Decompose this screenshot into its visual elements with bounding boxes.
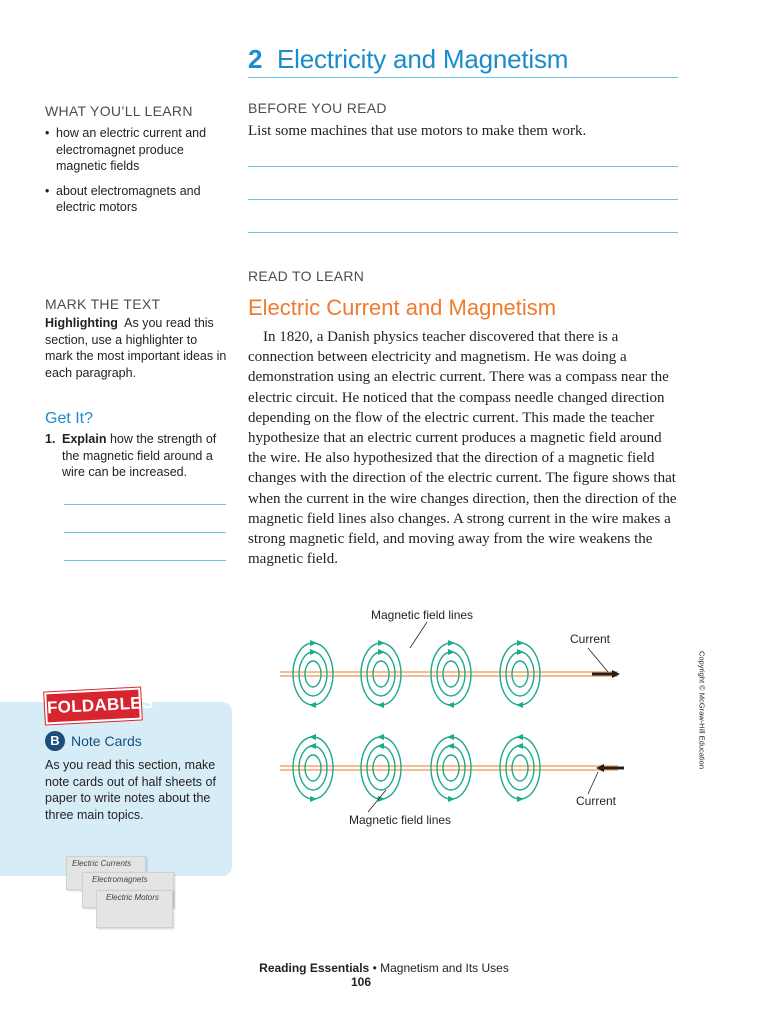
page-number: 106 [350, 975, 372, 989]
field-direction-arrow [309, 743, 316, 749]
field-direction-arrow [310, 796, 317, 802]
body-paragraph: In 1820, a Danish physics teacher discovered that there is a connection between electricity and magnetism. He was doing a demonstration using an electric current. There was a compass near the electric circuit. He noticed that the compass needle changed direction depending on the flow of the electric current. This made the teacher hypothesize that an electric current produces a magnetic field around the wire. He also hypothesized that the direction of a magnetic field changes with the direction of the electric current. The figure shows that when the current in the wire changes direction, then the direction of the magnetic field lines also changes. A strong current in the wire makes a strong magnetic field, and moving away from the wire weakens the magnetic field. [248, 329, 677, 568]
field-line-loop [443, 755, 459, 781]
field-direction-arrow [517, 796, 524, 802]
top-current-label: Current [570, 632, 611, 646]
highlighting-label: Highlighting [45, 316, 118, 330]
note-cards-title: Note Cards [71, 733, 142, 749]
field-line-loop [506, 746, 534, 790]
note-card-label: Electric Currents [72, 859, 132, 868]
field-direction-arrow [516, 702, 523, 708]
foldables-instructions: As you read this section, make note cards out of half sheets of paper to write notes about the three main topics. [45, 758, 216, 822]
field-line-loop [373, 755, 389, 781]
write-line[interactable] [248, 199, 678, 200]
field-line-loop [437, 652, 465, 696]
field-direction-arrow [310, 649, 317, 655]
copyright-text: Copyright © McGraw-Hill Education [697, 650, 707, 770]
field-direction-arrow [378, 649, 385, 655]
field-line-loop [305, 755, 321, 781]
chapter-title: Electricity and Magnetism [277, 44, 569, 74]
field-direction-arrow [309, 734, 316, 740]
field-line-loop [443, 661, 459, 687]
field-line-loop [506, 652, 534, 696]
foldables-badge: B [45, 731, 65, 751]
before-you-read-prompt: List some machines that use motors to make them work. [248, 123, 587, 139]
section-title: Electric Current and Magnetism [248, 295, 557, 320]
read-to-learn-heading: READ TO LEARN [248, 268, 365, 284]
field-direction-arrow [309, 702, 316, 708]
answer-line[interactable] [64, 504, 226, 505]
field-line-loop [367, 746, 395, 790]
leader-line [410, 622, 427, 648]
note-card [96, 890, 173, 928]
chapter-number: 2 [248, 44, 263, 74]
field-direction-arrow [448, 796, 455, 802]
question-1 [45, 431, 227, 481]
question-text: how the strength of the magnetic field around a wire can be increased. [62, 432, 217, 479]
field-direction-arrow [448, 640, 455, 646]
write-line[interactable] [248, 166, 678, 167]
question-number: 1. [45, 432, 56, 446]
field-direction-arrow [447, 702, 454, 708]
field-line-loop [512, 755, 528, 781]
field-direction-arrow [377, 702, 384, 708]
field-direction-arrow [448, 649, 455, 655]
field-direction-arrow [517, 640, 524, 646]
figure-current-arrows [592, 670, 624, 772]
learn-item: • how an electric current and electromagnet produce magnetic fields [45, 125, 225, 175]
note-card-label: Electromagnets [92, 875, 148, 884]
field-direction-arrow [516, 743, 523, 749]
current-arrowhead [596, 764, 604, 772]
bottom-field-lines-label: Magnetic field lines [349, 813, 452, 827]
leader-line [368, 790, 386, 812]
field-direction-arrow [377, 743, 384, 749]
title-rule [248, 77, 678, 78]
field-line-loop [512, 661, 528, 687]
field-direction-arrow [447, 734, 454, 740]
learn-list [45, 125, 225, 224]
field-direction-arrow [378, 640, 385, 646]
field-direction-arrow [377, 734, 384, 740]
field-direction-arrow [516, 734, 523, 740]
footer-book: Reading Essentials [259, 961, 370, 975]
note-card-label: Electric Motors [106, 893, 159, 902]
top-field-lines-label: Magnetic field lines [371, 608, 474, 622]
figure-field-lines [293, 640, 540, 802]
write-line[interactable] [248, 232, 678, 233]
current-arrowhead [612, 670, 620, 678]
question-label: Explain [62, 432, 107, 446]
field-line-loop [437, 746, 465, 790]
mark-the-text-body [45, 315, 227, 381]
what-youll-learn-heading: WHAT YOU’LL LEARN [45, 103, 193, 119]
mark-the-text-heading: MARK THE TEXT [45, 296, 161, 312]
field-direction-arrow [310, 640, 317, 646]
before-you-read-heading: BEFORE YOU READ [248, 100, 387, 116]
figure-leader-lines [368, 622, 611, 812]
learn-item: • about electromagnets and electric motors [45, 183, 225, 216]
answer-line[interactable] [64, 560, 226, 561]
leader-line [588, 772, 598, 794]
footer-separator: • [372, 961, 377, 975]
field-direction-arrow [517, 649, 524, 655]
bottom-current-label: Current [576, 794, 617, 808]
field-line-loop [299, 746, 327, 790]
field-line-loop [367, 652, 395, 696]
footer-unit: Magnetism and Its Uses [380, 961, 509, 975]
highlighting-text: As you read this section, use a highlighter to mark the most important ideas in each paragraph. [45, 316, 227, 380]
field-line-loop [299, 652, 327, 696]
footer [0, 961, 768, 975]
field-line-loop [305, 661, 321, 687]
field-direction-arrow [447, 743, 454, 749]
leader-line [588, 648, 608, 672]
get-it-heading: Get It? [45, 410, 94, 427]
field-line-loop [373, 661, 389, 687]
answer-line[interactable] [64, 532, 226, 533]
foldables-logo: FOLDABLES [44, 688, 142, 725]
